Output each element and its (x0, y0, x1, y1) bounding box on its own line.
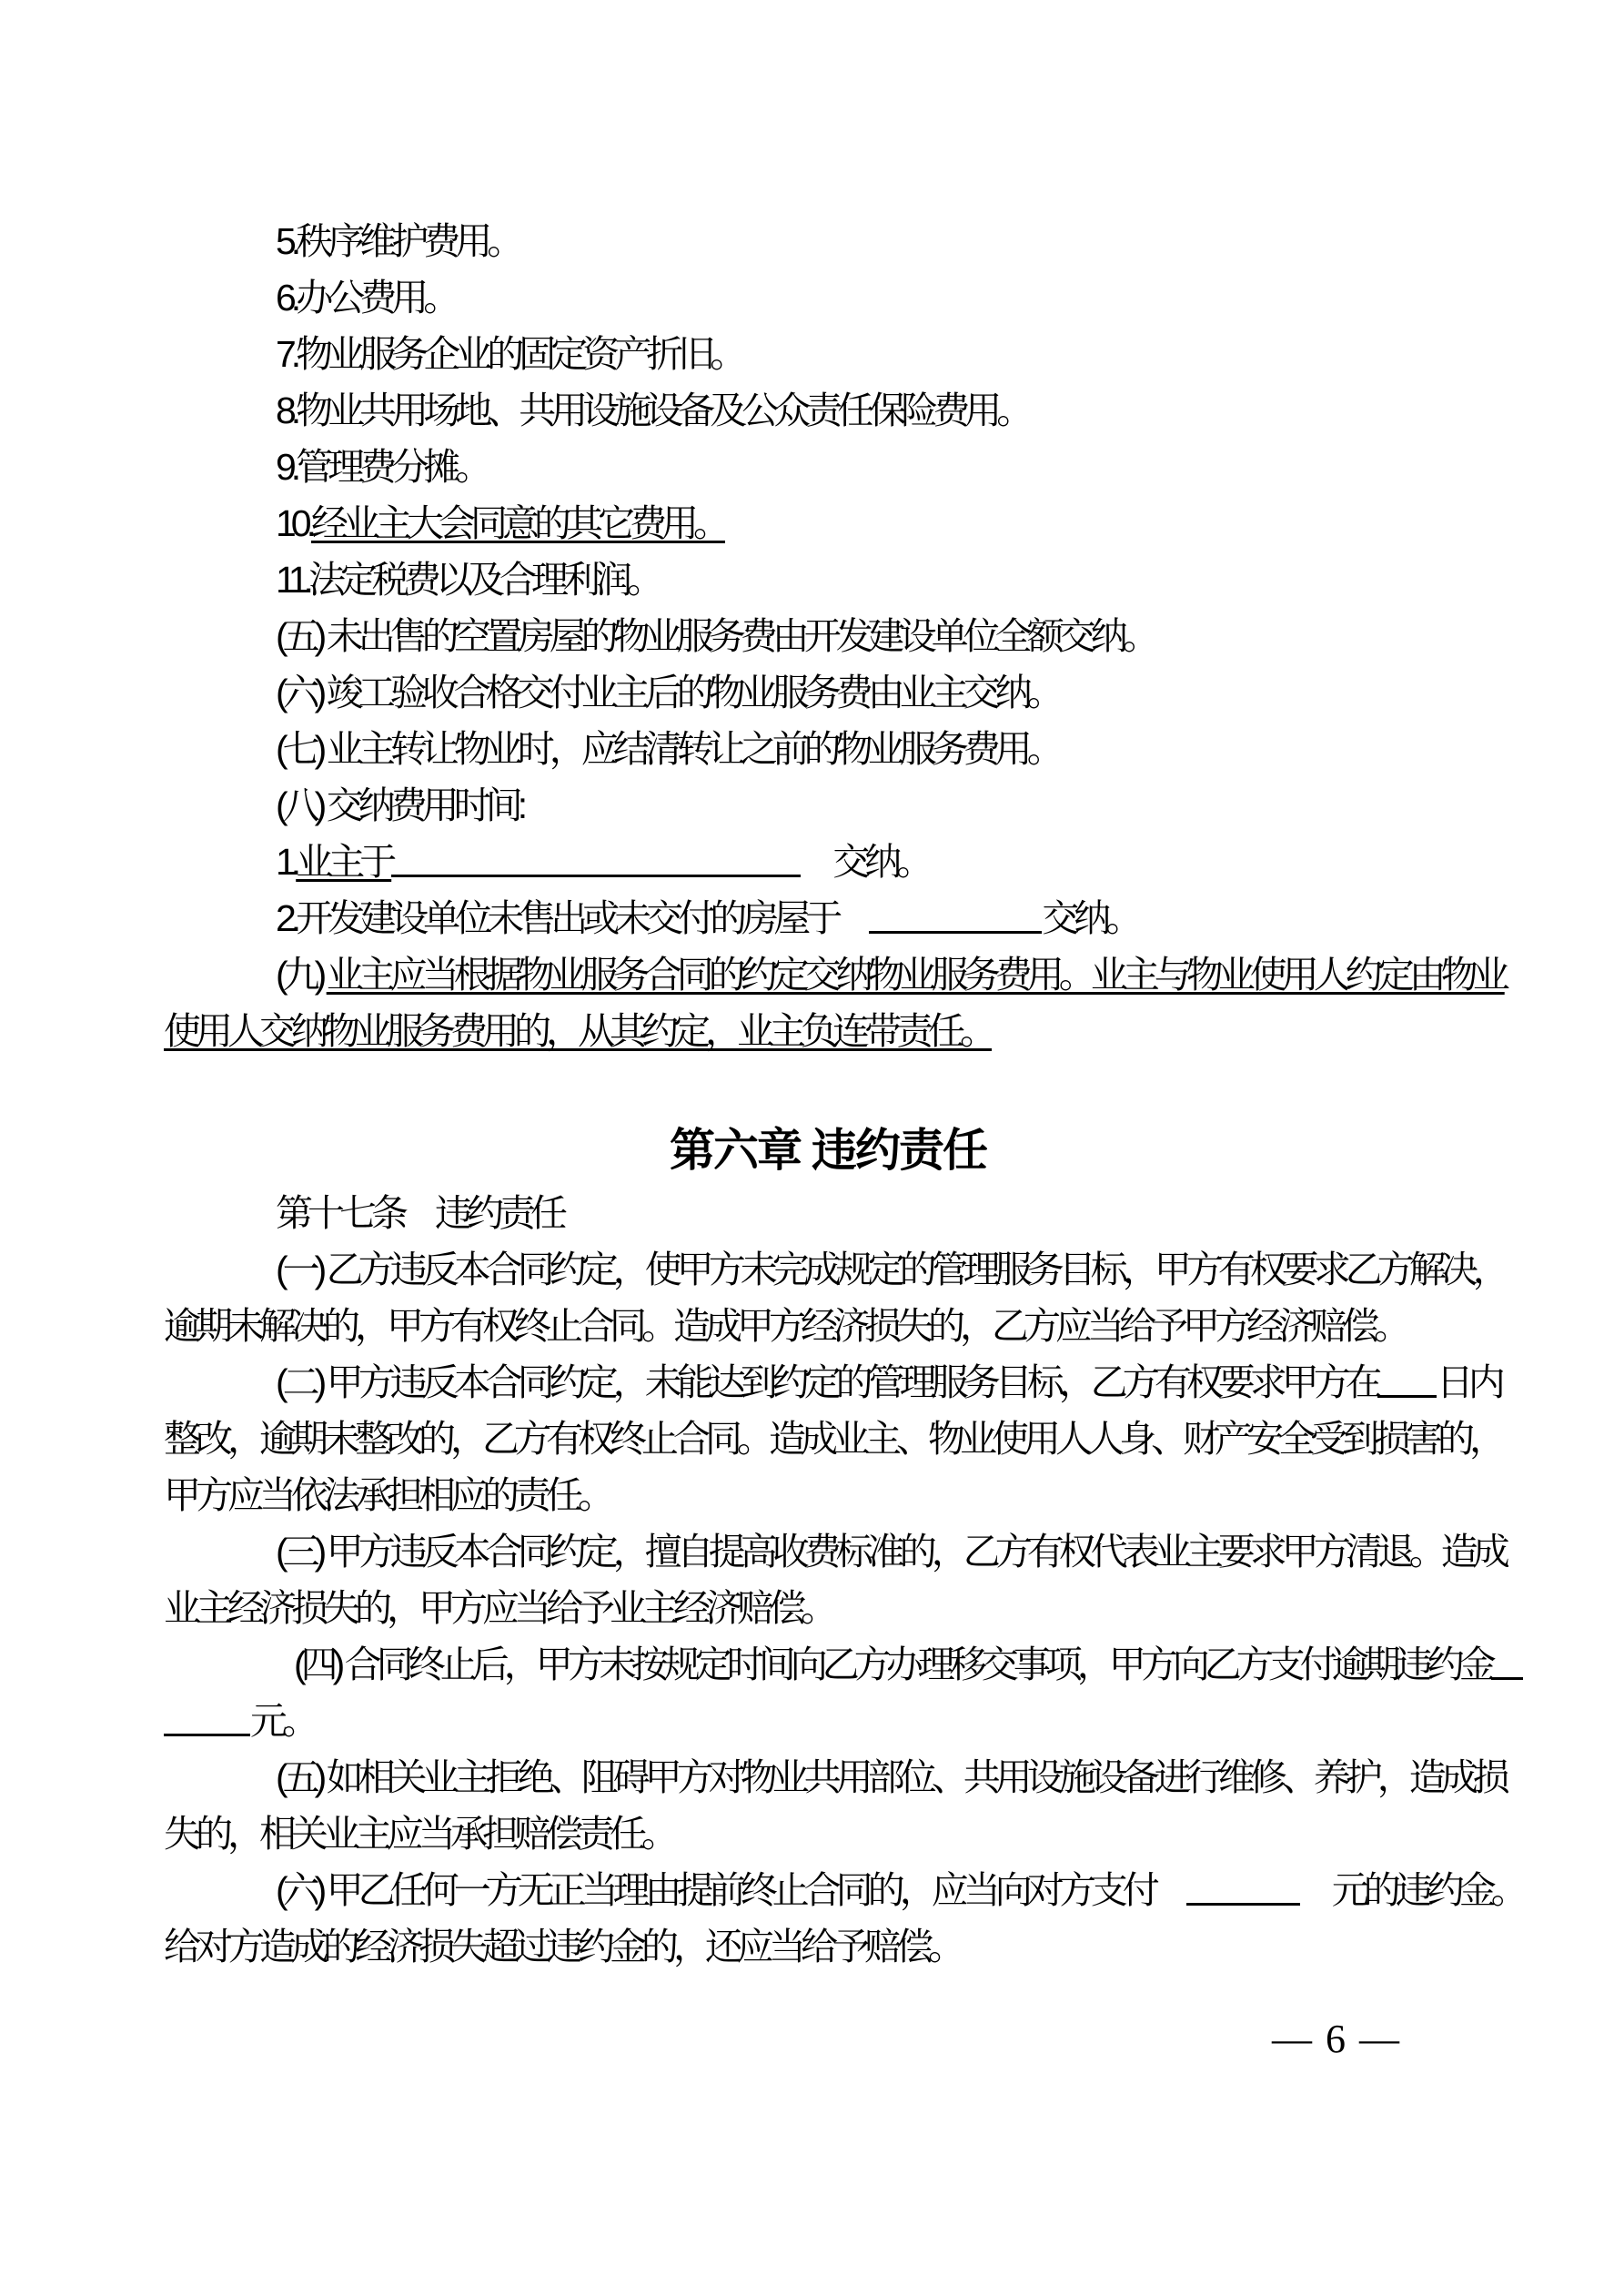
text-line (164, 1580, 1492, 1636)
text-run: 日内 (1436, 1361, 1500, 1403)
text-line (164, 777, 1492, 834)
underlined-run: 经业主大会同意的其它费用。 (311, 502, 725, 544)
text-line (164, 946, 1505, 1003)
text-run: 交纳。 (801, 841, 929, 883)
text-run: (一) 乙方违反本合同约定，使甲方未完成规定的管理服务目标，甲方有权要求乙方解决， (276, 1249, 1505, 1290)
text-run: 元的违约金。 (1299, 1869, 1523, 1911)
text-line (164, 1693, 1492, 1749)
text-run: 10. (276, 502, 311, 544)
text-run: (六) 甲乙任何一方无正当理由提前终止合同的，应当向对方支付 (276, 1869, 1186, 1911)
page-number: — 6 — (1272, 2017, 1401, 2061)
text-line (164, 1298, 1492, 1354)
text-line (164, 213, 1492, 269)
blank-field (1491, 1677, 1523, 1680)
text-line (164, 1467, 1492, 1523)
text-run: 7.物业服务企业的固定资产折旧。 (276, 333, 742, 375)
text-run: (九) (276, 954, 327, 996)
text-run: 失的，相关业主应当承担赔偿责任。 (164, 1813, 673, 1855)
blank-field (1377, 1395, 1437, 1398)
text-line (164, 1241, 1505, 1298)
text-run: 第六章 违约责任 (670, 1125, 986, 1176)
blank-field (869, 931, 1042, 934)
text-line (164, 608, 1492, 664)
text-line (164, 834, 1492, 890)
text-run: 2.开发建设单位未售出或未交付的房屋于 (276, 897, 870, 939)
text-run: (六) 竣工验收合格交付业主后的物业服务费由业主交纳。 (276, 672, 1059, 713)
text-run: 给对方造成的经济损失超过违约金的，还应当给予赔偿。 (164, 1926, 960, 1967)
blank-field (164, 1734, 250, 1736)
text-run: (五) 如相关业主拒绝、阻碍甲方对物业共用部位、共用设施设备进行维修、养护，造成损 (276, 1756, 1505, 1798)
text-line (164, 1003, 1492, 1059)
text-run: 1. (276, 841, 297, 883)
underlined-run: 业主于 (296, 841, 392, 883)
text-line (164, 551, 1492, 608)
text-line (164, 721, 1492, 777)
text-run: (三) 甲方违反本合同约定，擅自提高收费标准的，乙方有权代表业主要求甲方清退。造成 (276, 1531, 1505, 1573)
text-line (164, 1411, 1501, 1467)
chapter-heading (164, 1116, 1492, 1185)
text-run: (四) 合同终止后，甲方未按规定时间向乙方办理移交事项，甲方向乙方支付逾期违约金 (294, 1644, 1491, 1685)
text-run: (二) 甲方违反本合同约定，未能达到约定的管理服务目标，乙方有权要求甲方在 (276, 1361, 1377, 1403)
text-line (164, 269, 1492, 326)
text-line (164, 1185, 1492, 1241)
text-line (164, 1805, 1492, 1862)
text-run: 8.物业共用场地、共用设施设备及公众责任保险费用。 (276, 389, 1029, 431)
text-line (164, 1918, 1492, 1975)
text-line (164, 1354, 1500, 1411)
text-line (164, 1749, 1505, 1805)
text-run: 5.秩序维护费用。 (276, 220, 519, 262)
text-run: 元。 (250, 1700, 314, 1742)
text-line (164, 1636, 1492, 1693)
text-line (164, 495, 1492, 551)
text-line (164, 1523, 1505, 1580)
text-run: 交纳。 (1042, 897, 1138, 939)
document-body (164, 213, 1523, 1975)
text-run: 逾期未解决的，甲方有权终止合同。造成甲方经济损失的，乙方应当给予甲方经济赔偿。 (164, 1305, 1406, 1347)
text-run: (七) 业主转让物业时，应结清转让之前的物业服务费用。 (276, 728, 1059, 770)
text-run: (五) 未出售的空置房屋的物业服务费由开发建设单位全额交纳。 (276, 615, 1155, 657)
text-run: 第十七条 违约责任 (276, 1192, 562, 1234)
text-line (164, 326, 1492, 382)
underlined-run: 业主应当根据物业服务合同的约定交纳物业服务费用。业主与物业使用人约定由物业 (326, 954, 1505, 996)
text-line (164, 664, 1492, 721)
text-run: 11.法定税费以及合理利润。 (276, 559, 659, 601)
text-line (164, 890, 1492, 946)
blank-field (391, 875, 801, 877)
text-line (164, 382, 1492, 439)
text-run: 6.办公费用。 (276, 277, 456, 319)
text-run: 9.管理费分摊。 (276, 446, 488, 488)
text-run: 整改，逾期未整改的，乙方有权终止合同。造成业主、物业使用人人身、财产安全受到损害的， (164, 1418, 1501, 1460)
blank-field (1186, 1903, 1300, 1906)
text-run: 甲方应当依法承担相应的责任。 (164, 1474, 610, 1516)
text-run: (八) 交纳费用时间: (276, 784, 523, 826)
text-line (164, 439, 1492, 495)
text-run: 业主经济损失的，甲方应当给予业主经济赔偿。 (164, 1587, 832, 1629)
underlined-run: 使用人交纳物业服务费用的，从其约定，业主负连带责任。 (164, 1010, 992, 1052)
text-line (164, 1862, 1523, 1918)
